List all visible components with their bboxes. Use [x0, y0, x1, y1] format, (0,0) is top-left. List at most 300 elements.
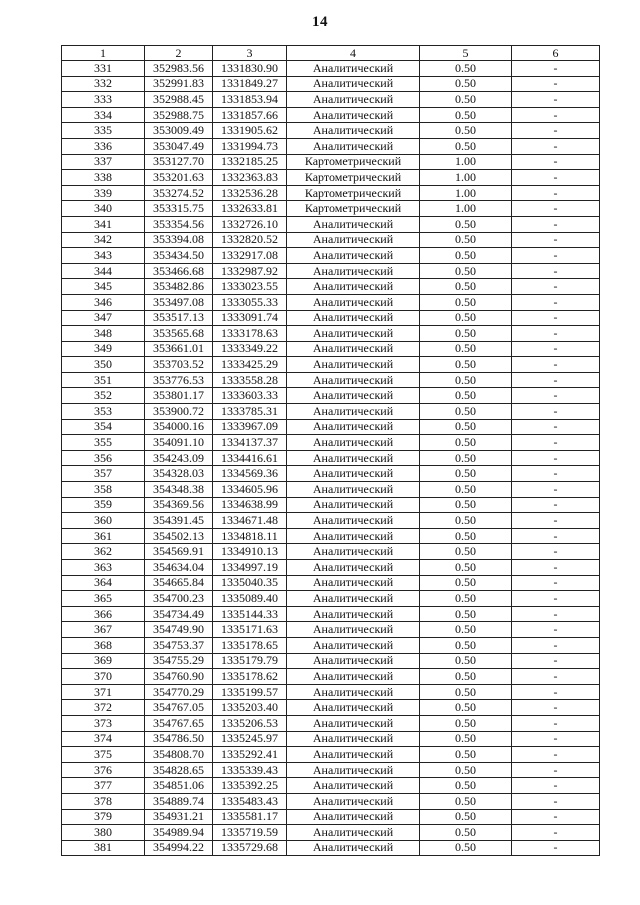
x-coordinate-cell: 353354.56 — [145, 216, 213, 232]
y-coordinate-cell: 1334137.37 — [213, 435, 287, 451]
table-row — [62, 497, 600, 513]
accuracy-cell: 0.50 — [420, 279, 512, 295]
x-coordinate-cell: 354760.90 — [145, 669, 213, 685]
description-cell: - — [512, 76, 600, 92]
accuracy-cell: 0.50 — [420, 123, 512, 139]
description-cell: - — [512, 341, 600, 357]
x-coordinate-cell: 353466.68 — [145, 263, 213, 279]
x-coordinate-cell: 353315.75 — [145, 201, 213, 217]
x-coordinate-cell: 354243.09 — [145, 450, 213, 466]
y-coordinate-cell: 1334605.96 — [213, 482, 287, 498]
x-coordinate-cell: 354770.29 — [145, 684, 213, 700]
description-cell: - — [512, 669, 600, 685]
description-cell: - — [512, 482, 600, 498]
accuracy-cell: 0.50 — [420, 92, 512, 108]
description-cell: - — [512, 372, 600, 388]
method-cell: Аналитический — [287, 637, 420, 653]
method-cell: Аналитический — [287, 778, 420, 794]
accuracy-cell: 0.50 — [420, 341, 512, 357]
description-cell: - — [512, 357, 600, 373]
point-number-cell: 360 — [62, 513, 145, 529]
description-cell: - — [512, 326, 600, 342]
y-coordinate-cell: 1331830.90 — [213, 61, 287, 77]
description-cell: - — [512, 809, 600, 825]
x-coordinate-cell: 354391.45 — [145, 513, 213, 529]
x-coordinate-cell: 353801.17 — [145, 388, 213, 404]
y-coordinate-cell: 1332536.28 — [213, 185, 287, 201]
table-row — [62, 731, 600, 747]
description-cell: - — [512, 61, 600, 77]
y-coordinate-cell: 1335206.53 — [213, 715, 287, 731]
page-number: 14 — [312, 14, 328, 30]
x-coordinate-cell: 354889.74 — [145, 793, 213, 809]
point-number-cell: 344 — [62, 263, 145, 279]
accuracy-cell: 0.50 — [420, 232, 512, 248]
x-coordinate-cell: 354000.16 — [145, 419, 213, 435]
x-coordinate-cell: 353047.49 — [145, 138, 213, 154]
point-number-cell: 341 — [62, 216, 145, 232]
y-coordinate-cell: 1333055.33 — [213, 294, 287, 310]
method-cell: Аналитический — [287, 840, 420, 856]
y-coordinate-cell: 1335729.68 — [213, 840, 287, 856]
description-cell: - — [512, 825, 600, 841]
y-coordinate-cell: 1335178.65 — [213, 637, 287, 653]
y-coordinate-cell: 1335199.57 — [213, 684, 287, 700]
description-cell: - — [512, 606, 600, 622]
point-number-cell: 351 — [62, 372, 145, 388]
table-row — [62, 326, 600, 342]
x-coordinate-cell: 353703.52 — [145, 357, 213, 373]
x-coordinate-cell: 353517.13 — [145, 310, 213, 326]
point-number-cell: 372 — [62, 700, 145, 716]
description-cell: - — [512, 232, 600, 248]
x-coordinate-cell: 354734.49 — [145, 606, 213, 622]
table-row — [62, 419, 600, 435]
x-coordinate-cell: 352988.45 — [145, 92, 213, 108]
y-coordinate-cell: 1333603.33 — [213, 388, 287, 404]
accuracy-cell: 0.50 — [420, 357, 512, 373]
description-cell: - — [512, 310, 600, 326]
x-coordinate-cell: 352983.56 — [145, 61, 213, 77]
point-number-cell: 347 — [62, 310, 145, 326]
table-row — [62, 372, 600, 388]
y-coordinate-cell: 1334818.11 — [213, 528, 287, 544]
x-coordinate-cell: 354700.23 — [145, 591, 213, 607]
method-cell: Аналитический — [287, 575, 420, 591]
table-row — [62, 560, 600, 576]
x-coordinate-cell: 353127.70 — [145, 154, 213, 170]
point-number-cell: 332 — [62, 76, 145, 92]
y-coordinate-cell: 1332185.25 — [213, 154, 287, 170]
method-cell: Аналитический — [287, 92, 420, 108]
accuracy-cell: 0.50 — [420, 778, 512, 794]
method-cell: Аналитический — [287, 61, 420, 77]
table-row — [62, 528, 600, 544]
table-row — [62, 232, 600, 248]
point-number-cell: 361 — [62, 528, 145, 544]
point-number-cell: 353 — [62, 404, 145, 420]
accuracy-cell: 0.50 — [420, 809, 512, 825]
x-coordinate-cell: 354994.22 — [145, 840, 213, 856]
y-coordinate-cell: 1334416.61 — [213, 450, 287, 466]
point-number-cell: 334 — [62, 107, 145, 123]
accuracy-cell: 0.50 — [420, 684, 512, 700]
y-coordinate-cell: 1335203.40 — [213, 700, 287, 716]
method-cell: Аналитический — [287, 404, 420, 420]
x-coordinate-cell: 353565.68 — [145, 326, 213, 342]
accuracy-cell: 0.50 — [420, 513, 512, 529]
description-cell: - — [512, 715, 600, 731]
description-cell: - — [512, 575, 600, 591]
table-row — [62, 793, 600, 809]
y-coordinate-cell: 1332363.83 — [213, 170, 287, 186]
point-number-cell: 364 — [62, 575, 145, 591]
accuracy-cell: 0.50 — [420, 248, 512, 264]
point-number-cell: 369 — [62, 653, 145, 669]
point-number-cell: 356 — [62, 450, 145, 466]
y-coordinate-cell: 1331905.62 — [213, 123, 287, 139]
y-coordinate-cell: 1335144.33 — [213, 606, 287, 622]
x-coordinate-cell: 354989.94 — [145, 825, 213, 841]
y-coordinate-cell: 1332987.92 — [213, 263, 287, 279]
method-cell: Аналитический — [287, 793, 420, 809]
accuracy-cell: 0.50 — [420, 61, 512, 77]
x-coordinate-cell: 353482.86 — [145, 279, 213, 295]
point-number-cell: 337 — [62, 154, 145, 170]
x-coordinate-cell: 354931.21 — [145, 809, 213, 825]
table-row — [62, 450, 600, 466]
description-cell: - — [512, 248, 600, 264]
method-cell: Аналитический — [287, 715, 420, 731]
accuracy-cell: 0.50 — [420, 482, 512, 498]
accuracy-cell: 0.50 — [420, 622, 512, 638]
point-number-cell: 338 — [62, 170, 145, 186]
description-cell: - — [512, 528, 600, 544]
accuracy-cell: 0.50 — [420, 715, 512, 731]
method-cell: Аналитический — [287, 435, 420, 451]
accuracy-cell: 0.50 — [420, 138, 512, 154]
y-coordinate-cell: 1331994.73 — [213, 138, 287, 154]
method-cell: Аналитический — [287, 357, 420, 373]
x-coordinate-cell: 353661.01 — [145, 341, 213, 357]
accuracy-cell: 0.50 — [420, 216, 512, 232]
table-row — [62, 544, 600, 560]
method-cell: Аналитический — [287, 700, 420, 716]
y-coordinate-cell: 1331849.27 — [213, 76, 287, 92]
description-cell: - — [512, 731, 600, 747]
y-coordinate-cell: 1335171.63 — [213, 622, 287, 638]
method-cell: Аналитический — [287, 263, 420, 279]
table-row — [62, 435, 600, 451]
description-cell: - — [512, 560, 600, 576]
x-coordinate-cell: 354851.06 — [145, 778, 213, 794]
table-row — [62, 575, 600, 591]
method-cell: Аналитический — [287, 76, 420, 92]
y-coordinate-cell: 1333091.74 — [213, 310, 287, 326]
accuracy-cell: 0.50 — [420, 388, 512, 404]
point-number-cell: 339 — [62, 185, 145, 201]
x-coordinate-cell: 353274.52 — [145, 185, 213, 201]
y-coordinate-cell: 1334569.36 — [213, 466, 287, 482]
accuracy-cell: 0.50 — [420, 762, 512, 778]
point-number-cell: 362 — [62, 544, 145, 560]
description-cell: - — [512, 185, 600, 201]
description-cell: - — [512, 591, 600, 607]
table-row — [62, 154, 600, 170]
accuracy-cell: 0.50 — [420, 435, 512, 451]
accuracy-cell: 0.50 — [420, 76, 512, 92]
method-cell: Аналитический — [287, 544, 420, 560]
accuracy-cell: 0.50 — [420, 372, 512, 388]
x-coordinate-cell: 354091.10 — [145, 435, 213, 451]
method-cell: Аналитический — [287, 279, 420, 295]
point-number-cell: 346 — [62, 294, 145, 310]
table-row — [62, 762, 600, 778]
accuracy-cell: 0.50 — [420, 793, 512, 809]
y-coordinate-cell: 1333425.29 — [213, 357, 287, 373]
method-cell: Аналитический — [287, 232, 420, 248]
point-number-cell: 365 — [62, 591, 145, 607]
point-number-cell: 371 — [62, 684, 145, 700]
table-row — [62, 637, 600, 653]
accuracy-cell: 1.00 — [420, 170, 512, 186]
method-cell: Аналитический — [287, 591, 420, 607]
y-coordinate-cell: 1335178.62 — [213, 669, 287, 685]
description-cell: - — [512, 419, 600, 435]
accuracy-cell: 0.50 — [420, 310, 512, 326]
point-number-cell: 345 — [62, 279, 145, 295]
table-header-row — [62, 46, 600, 61]
method-cell: Аналитический — [287, 419, 420, 435]
accuracy-cell: 0.50 — [420, 575, 512, 591]
point-number-cell: 379 — [62, 809, 145, 825]
table-row — [62, 653, 600, 669]
table-row — [62, 684, 600, 700]
table-row — [62, 825, 600, 841]
point-number-cell: 366 — [62, 606, 145, 622]
description-cell: - — [512, 435, 600, 451]
x-coordinate-cell: 354786.50 — [145, 731, 213, 747]
x-coordinate-cell: 353497.08 — [145, 294, 213, 310]
table-row — [62, 466, 600, 482]
method-cell: Аналитический — [287, 653, 420, 669]
accuracy-cell: 0.50 — [420, 825, 512, 841]
x-coordinate-cell: 354369.56 — [145, 497, 213, 513]
column-header: 1 — [62, 46, 145, 61]
description-cell: - — [512, 653, 600, 669]
accuracy-cell: 0.50 — [420, 466, 512, 482]
point-number-cell: 363 — [62, 560, 145, 576]
method-cell: Аналитический — [287, 669, 420, 685]
point-number-cell: 376 — [62, 762, 145, 778]
x-coordinate-cell: 354828.65 — [145, 762, 213, 778]
point-number-cell: 358 — [62, 482, 145, 498]
x-coordinate-cell: 354348.38 — [145, 482, 213, 498]
table-row — [62, 404, 600, 420]
description-cell: - — [512, 513, 600, 529]
x-coordinate-cell: 353434.50 — [145, 248, 213, 264]
accuracy-cell: 0.50 — [420, 560, 512, 576]
method-cell: Аналитический — [287, 622, 420, 638]
y-coordinate-cell: 1334638.99 — [213, 497, 287, 513]
x-coordinate-cell: 353201.63 — [145, 170, 213, 186]
method-cell: Аналитический — [287, 216, 420, 232]
description-cell: - — [512, 138, 600, 154]
method-cell: Аналитический — [287, 107, 420, 123]
table-row — [62, 747, 600, 763]
point-number-cell: 367 — [62, 622, 145, 638]
column-header: 2 — [145, 46, 213, 61]
y-coordinate-cell: 1335581.17 — [213, 809, 287, 825]
table-row — [62, 248, 600, 264]
accuracy-cell: 0.50 — [420, 747, 512, 763]
accuracy-cell: 0.50 — [420, 669, 512, 685]
description-cell: - — [512, 544, 600, 560]
table-row — [62, 310, 600, 326]
table-row — [62, 76, 600, 92]
method-cell: Аналитический — [287, 372, 420, 388]
method-cell: Аналитический — [287, 341, 420, 357]
point-number-cell: 350 — [62, 357, 145, 373]
accuracy-cell: 1.00 — [420, 201, 512, 217]
point-number-cell: 331 — [62, 61, 145, 77]
y-coordinate-cell: 1335483.43 — [213, 793, 287, 809]
y-coordinate-cell: 1332820.52 — [213, 232, 287, 248]
point-number-cell: 375 — [62, 747, 145, 763]
method-cell: Аналитический — [287, 513, 420, 529]
description-cell: - — [512, 840, 600, 856]
method-cell: Аналитический — [287, 450, 420, 466]
x-coordinate-cell: 354749.90 — [145, 622, 213, 638]
accuracy-cell: 1.00 — [420, 185, 512, 201]
y-coordinate-cell: 1335392.25 — [213, 778, 287, 794]
y-coordinate-cell: 1332633.81 — [213, 201, 287, 217]
y-coordinate-cell: 1333023.55 — [213, 279, 287, 295]
table-row — [62, 201, 600, 217]
point-number-cell: 335 — [62, 123, 145, 139]
point-number-cell: 380 — [62, 825, 145, 841]
description-cell: - — [512, 700, 600, 716]
accuracy-cell: 0.50 — [420, 326, 512, 342]
description-cell: - — [512, 263, 600, 279]
accuracy-cell: 0.50 — [420, 637, 512, 653]
x-coordinate-cell: 354755.29 — [145, 653, 213, 669]
accuracy-cell: 0.50 — [420, 840, 512, 856]
column-header: 4 — [287, 46, 420, 61]
point-number-cell: 354 — [62, 419, 145, 435]
description-cell: - — [512, 154, 600, 170]
description-cell: - — [512, 778, 600, 794]
y-coordinate-cell: 1332726.10 — [213, 216, 287, 232]
y-coordinate-cell: 1333785.31 — [213, 404, 287, 420]
table-row — [62, 107, 600, 123]
y-coordinate-cell: 1334671.48 — [213, 513, 287, 529]
description-cell: - — [512, 170, 600, 186]
y-coordinate-cell: 1335179.79 — [213, 653, 287, 669]
point-number-cell: 373 — [62, 715, 145, 731]
table-row — [62, 669, 600, 685]
accuracy-cell: 1.00 — [420, 154, 512, 170]
table-row — [62, 840, 600, 856]
x-coordinate-cell: 354767.05 — [145, 700, 213, 716]
table-row — [62, 700, 600, 716]
description-cell: - — [512, 92, 600, 108]
method-cell: Картометрический — [287, 170, 420, 186]
x-coordinate-cell: 352991.83 — [145, 76, 213, 92]
y-coordinate-cell: 1332917.08 — [213, 248, 287, 264]
description-cell: - — [512, 793, 600, 809]
y-coordinate-cell: 1335089.40 — [213, 591, 287, 607]
description-cell: - — [512, 201, 600, 217]
point-number-cell: 348 — [62, 326, 145, 342]
column-header: 6 — [512, 46, 600, 61]
y-coordinate-cell: 1333349.22 — [213, 341, 287, 357]
table-row — [62, 138, 600, 154]
y-coordinate-cell: 1333178.63 — [213, 326, 287, 342]
method-cell: Аналитический — [287, 310, 420, 326]
y-coordinate-cell: 1335245.97 — [213, 731, 287, 747]
point-number-cell: 374 — [62, 731, 145, 747]
accuracy-cell: 0.50 — [420, 591, 512, 607]
table-row — [62, 185, 600, 201]
x-coordinate-cell: 354665.84 — [145, 575, 213, 591]
method-cell: Аналитический — [287, 560, 420, 576]
table-row — [62, 513, 600, 529]
point-number-cell: 368 — [62, 637, 145, 653]
x-coordinate-cell: 354328.03 — [145, 466, 213, 482]
point-number-cell: 349 — [62, 341, 145, 357]
description-cell: - — [512, 404, 600, 420]
table-row — [62, 61, 600, 77]
point-number-cell: 336 — [62, 138, 145, 154]
point-number-cell: 370 — [62, 669, 145, 685]
accuracy-cell: 0.50 — [420, 653, 512, 669]
accuracy-cell: 0.50 — [420, 419, 512, 435]
method-cell: Картометрический — [287, 185, 420, 201]
description-cell: - — [512, 107, 600, 123]
table-row — [62, 809, 600, 825]
description-cell: - — [512, 622, 600, 638]
x-coordinate-cell: 354502.13 — [145, 528, 213, 544]
y-coordinate-cell: 1331857.66 — [213, 107, 287, 123]
table-row — [62, 294, 600, 310]
point-number-cell: 352 — [62, 388, 145, 404]
table-row — [62, 263, 600, 279]
accuracy-cell: 0.50 — [420, 107, 512, 123]
y-coordinate-cell: 1335719.59 — [213, 825, 287, 841]
description-cell: - — [512, 123, 600, 139]
accuracy-cell: 0.50 — [420, 528, 512, 544]
table-row — [62, 482, 600, 498]
method-cell: Аналитический — [287, 497, 420, 513]
accuracy-cell: 0.50 — [420, 700, 512, 716]
description-cell: - — [512, 684, 600, 700]
method-cell: Аналитический — [287, 762, 420, 778]
x-coordinate-cell: 353009.49 — [145, 123, 213, 139]
y-coordinate-cell: 1331853.94 — [213, 92, 287, 108]
method-cell: Аналитический — [287, 606, 420, 622]
y-coordinate-cell: 1333558.28 — [213, 372, 287, 388]
x-coordinate-cell: 354753.37 — [145, 637, 213, 653]
accuracy-cell: 0.50 — [420, 263, 512, 279]
point-number-cell: 340 — [62, 201, 145, 217]
x-coordinate-cell: 354808.70 — [145, 747, 213, 763]
y-coordinate-cell: 1333967.09 — [213, 419, 287, 435]
accuracy-cell: 0.50 — [420, 404, 512, 420]
x-coordinate-cell: 354767.65 — [145, 715, 213, 731]
method-cell: Аналитический — [287, 731, 420, 747]
point-number-cell: 355 — [62, 435, 145, 451]
